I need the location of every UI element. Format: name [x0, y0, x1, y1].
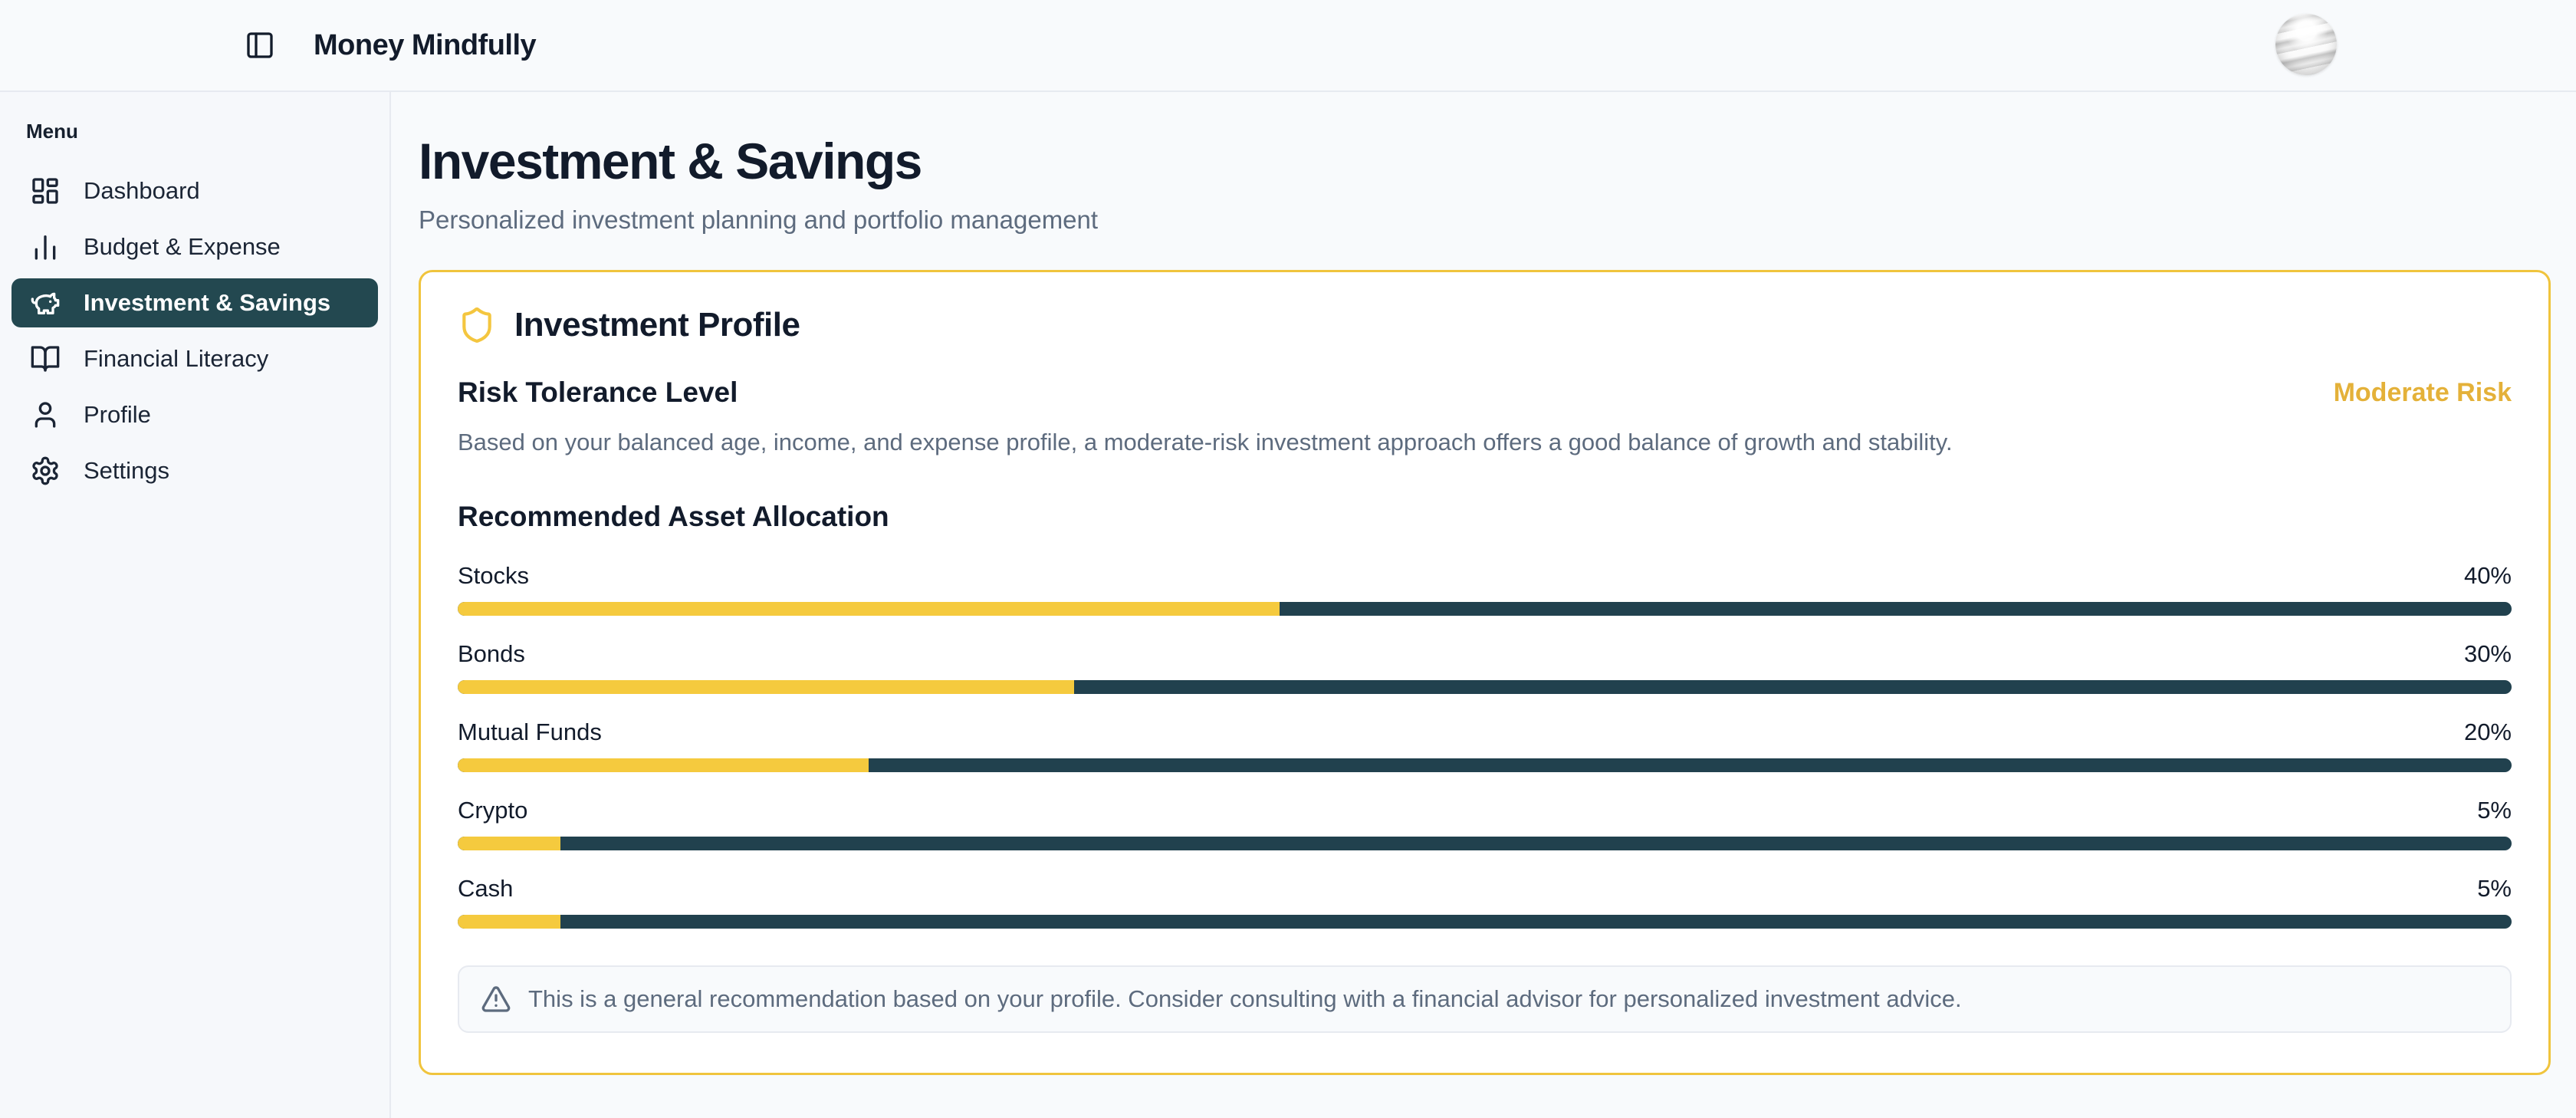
shield-icon [458, 306, 496, 344]
warning-triangle-icon [481, 984, 511, 1014]
allocation-percent: 5% [2477, 875, 2512, 903]
page-subtitle: Personalized investment planning and portfolio management [419, 206, 1099, 234]
allocation-row [458, 797, 2512, 850]
user-avatar[interactable] [2275, 14, 2337, 75]
allocation-bar-fill [458, 680, 1074, 694]
main-content [391, 92, 2576, 1118]
sidebar-item-financial-literacy[interactable]: Financial Literacy [12, 334, 378, 383]
sidebar-nav [12, 166, 378, 495]
sidebar-item-settings[interactable]: Settings [12, 446, 378, 495]
risk-description: Based on your balanced age, income, and expense profile, a moderate-risk investment approach offers a good balance of growth and stability. [458, 429, 1953, 455]
allocation-bar-track [458, 758, 2512, 772]
app-title: Money Mindfully [314, 28, 537, 61]
allocation-percent: 20% [2463, 718, 2512, 746]
allocation-bar-track [458, 915, 2512, 929]
book-open-icon [30, 344, 61, 374]
piggy-bank-icon [30, 288, 61, 318]
disclaimer-note [458, 965, 2512, 1033]
allocation-list [458, 562, 2512, 929]
gear-icon [30, 455, 61, 486]
allocation-heading: Recommended Asset Allocation [458, 501, 889, 533]
allocation-label: Mutual Funds [458, 718, 602, 746]
allocation-label: Bonds [458, 640, 525, 668]
allocation-bar-fill [458, 837, 560, 850]
investment-profile-card [419, 270, 2551, 1075]
sidebar-toggle-button[interactable] [242, 27, 278, 64]
allocation-row [458, 562, 2512, 616]
allocation-bar-track [458, 602, 2512, 616]
allocation-percent: 30% [2463, 640, 2512, 668]
sidebar-item-dashboard[interactable]: Dashboard [12, 166, 378, 215]
sidebar-section-label: Menu [26, 120, 78, 143]
sidebar-item-investment-and-savings[interactable]: Investment & Savings [12, 278, 378, 327]
user-icon [30, 400, 61, 430]
risk-level-badge: Moderate Risk [2333, 377, 2512, 407]
card-header [458, 306, 2512, 344]
allocation-percent: 40% [2463, 562, 2512, 590]
allocation-label: Cash [458, 875, 514, 903]
sidebar-item-profile[interactable]: Profile [12, 390, 378, 439]
allocation-row [458, 875, 2512, 929]
allocation-row [458, 718, 2512, 772]
panel-left-icon [245, 30, 275, 61]
allocation-bar-fill [458, 915, 560, 929]
allocation-row [458, 640, 2512, 694]
dashboard-icon [30, 176, 61, 206]
allocation-bar-fill [458, 602, 1280, 616]
allocation-label: Crypto [458, 797, 528, 824]
risk-tolerance-row [458, 377, 2512, 409]
risk-heading: Risk Tolerance Level [458, 377, 738, 408]
allocation-bar-track [458, 680, 2512, 694]
allocation-percent: 5% [2477, 797, 2512, 824]
sidebar-item-budget-and-expense[interactable]: Budget & Expense [12, 222, 378, 271]
app-header [0, 0, 2576, 92]
bar-chart-icon [30, 232, 61, 262]
page-title: Investment & Savings [419, 133, 922, 189]
allocation-bar-track [458, 837, 2512, 850]
disclaimer-text: This is a general recommendation based on your profile. Consider consulting with a financial advisor for personalized investment advice. [528, 985, 1962, 1013]
sidebar [0, 92, 391, 1118]
allocation-bar-fill [458, 758, 869, 772]
allocation-label: Stocks [458, 562, 530, 590]
card-title: Investment Profile [514, 306, 800, 344]
